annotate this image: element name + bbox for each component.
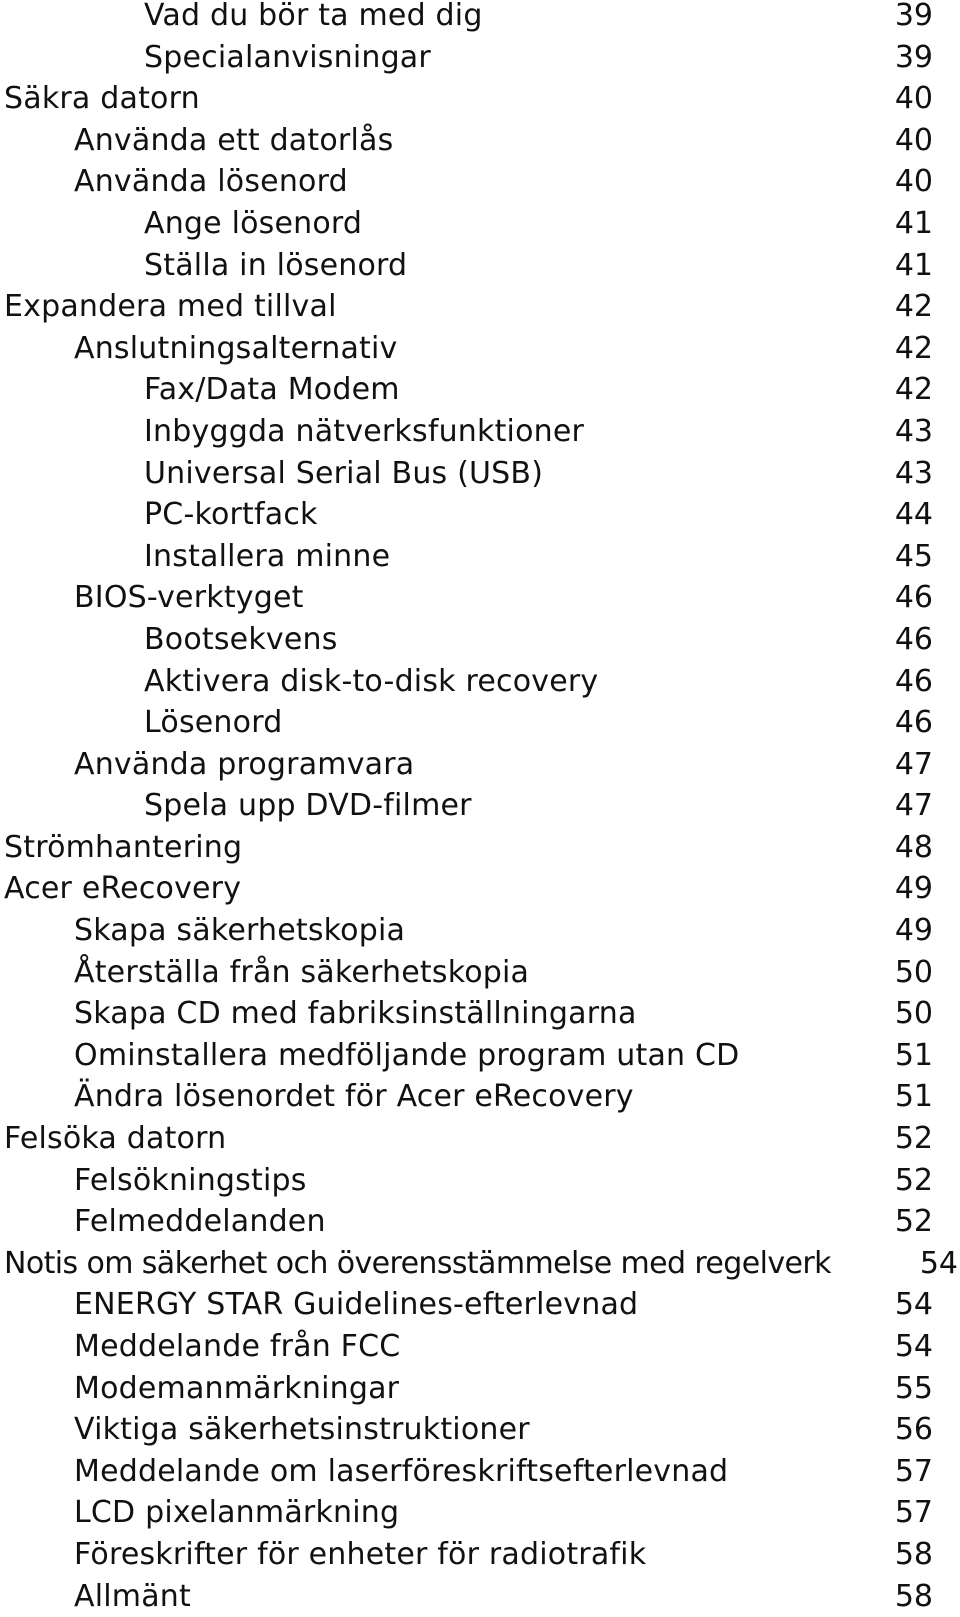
toc-entry[interactable]: [0, 411, 960, 453]
toc-entry-page: 52: [894, 1204, 933, 1240]
toc-entry[interactable]: [0, 1576, 960, 1617]
toc-entry-page: 41: [894, 205, 933, 241]
toc-entry[interactable]: [0, 1409, 960, 1451]
toc-entry-title: Bootsekvens: [144, 621, 338, 657]
toc-entry-title: Vad du bör ta med dig: [144, 0, 483, 33]
toc-entry[interactable]: [0, 785, 960, 827]
toc-entry-title: Specialanvisningar: [144, 39, 431, 75]
toc-entry[interactable]: [0, 203, 960, 245]
toc-entry-title: Föreskrifter för enheter för radiotrafik: [74, 1536, 647, 1572]
toc-entry-page: 51: [894, 1037, 933, 1073]
toc-entry-page: 41: [894, 247, 933, 283]
toc-entry-page: 57: [894, 1453, 933, 1489]
toc-entry-title: Använda programvara: [74, 746, 415, 782]
toc-entry-title: Aktivera disk-to-disk recovery: [144, 663, 599, 699]
toc-entry[interactable]: [0, 827, 960, 869]
toc-entry-page: 48: [894, 829, 933, 865]
toc-entry-page: 43: [894, 413, 933, 449]
toc-entry-title: Spela upp DVD-filmer: [144, 788, 472, 824]
toc-entry-title: PC-kortfack: [144, 497, 318, 533]
toc-entry-title: Ange lösenord: [144, 205, 363, 241]
toc-entry-page: 49: [894, 871, 933, 907]
toc-entry[interactable]: [0, 494, 960, 536]
toc-entry-page: 54: [894, 1287, 933, 1323]
toc-entry-title: Ställa in lösenord: [144, 247, 408, 283]
toc-entry-title: Meddelande från FCC: [74, 1329, 401, 1364]
toc-entry-title: Anslutningsalternativ: [74, 330, 398, 366]
toc-entry[interactable]: [0, 536, 960, 578]
toc-entry-page: 46: [894, 705, 933, 741]
toc-entry-page: 50: [894, 954, 933, 990]
toc-entry[interactable]: [0, 661, 960, 703]
toc-entry-title: Felsöka datorn: [4, 1121, 227, 1157]
toc-entry[interactable]: [0, 619, 960, 661]
toc-entry-title: Modemanmärkningar: [74, 1370, 400, 1406]
toc-entry-title: Strömhantering: [4, 829, 243, 865]
toc-entry-title: ENERGY STAR Guidelines-efterlevnad: [74, 1287, 639, 1323]
toc-entry-page: 43: [894, 455, 933, 491]
toc-entry-page: 56: [894, 1412, 933, 1448]
toc-entry-page: 47: [894, 746, 933, 782]
toc-entry[interactable]: [0, 577, 960, 619]
toc-entry-page: 39: [894, 39, 933, 75]
toc-entry-page: 52: [894, 1121, 933, 1157]
toc-entry-page: 58: [894, 1536, 933, 1572]
toc-entry-page: 52: [894, 1162, 933, 1198]
toc-entry-title: Skapa säkerhetskopia: [74, 913, 406, 949]
toc-entry-title: Notis om säkerhet och överensstämmelse med regelverk: [4, 1245, 831, 1281]
toc-entry-page: 46: [894, 663, 933, 699]
toc-entry[interactable]: [0, 1284, 960, 1326]
toc-entry-page: 49: [894, 913, 933, 949]
toc-entry[interactable]: [0, 120, 960, 162]
toc-entry-title: Ominstallera medföljande program utan CD: [74, 1037, 740, 1073]
toc-entry-title: Viktiga säkerhetsinstruktioner: [74, 1412, 530, 1448]
toc-entry[interactable]: [0, 1076, 960, 1118]
toc-entry-title: Skapa CD med fabriksinställningarna: [74, 996, 637, 1032]
toc-entry-page: 44: [894, 497, 933, 533]
toc-entry-page: 50: [894, 996, 933, 1032]
toc-entry-title: Universal Serial Bus (USB): [144, 455, 544, 491]
toc-entry[interactable]: [0, 286, 960, 328]
toc-entry-title: Acer eRecovery: [4, 871, 242, 907]
toc-entry-title: Felmeddelanden: [74, 1204, 326, 1240]
toc-entry-page: 39: [894, 0, 933, 33]
toc-entry-title: Använda ett datorlås: [74, 122, 394, 158]
toc-entry[interactable]: [0, 1492, 960, 1534]
toc-entry[interactable]: [0, 1534, 960, 1576]
toc-entry[interactable]: [0, 910, 960, 952]
toc-entry[interactable]: [0, 868, 960, 910]
toc-entry-title: LCD pixelanmärkning: [74, 1495, 400, 1531]
toc-entry-page: 54: [919, 1245, 958, 1281]
toc-entry-page: 51: [894, 1079, 933, 1115]
toc-entry[interactable]: [0, 453, 960, 495]
toc-entry[interactable]: [0, 1035, 960, 1077]
toc-entry-title: Inbyggda nätverksfunktioner: [144, 413, 585, 449]
toc-entry[interactable]: [0, 37, 960, 79]
toc-entry[interactable]: [0, 702, 960, 744]
toc-entry-title: Lösenord: [144, 705, 283, 741]
toc-entry-page: 55: [894, 1370, 933, 1406]
toc-entry-page: 54: [894, 1329, 933, 1364]
toc-entry-page: 58: [894, 1578, 933, 1614]
toc-entry-page: 46: [894, 580, 933, 616]
toc-entry[interactable]: [0, 1326, 960, 1368]
toc-entry-page: 47: [894, 788, 933, 824]
toc-entry[interactable]: [0, 1160, 960, 1202]
toc-entry-page: 45: [894, 538, 933, 574]
toc-entry[interactable]: [0, 952, 960, 994]
toc-entry-title: Allmänt: [74, 1578, 191, 1614]
toc-entry-title: Expandera med tillval: [4, 289, 337, 325]
toc-entry-title: Återställa från säkerhetskopia: [74, 954, 530, 990]
toc-entry[interactable]: [0, 245, 960, 287]
toc-entry-title: Felsökningstips: [74, 1162, 307, 1198]
toc-entry-title: Meddelande om laserföreskriftsefterlevnad: [74, 1453, 729, 1489]
toc-entry[interactable]: [0, 1201, 960, 1243]
toc-entry-page: 42: [894, 330, 933, 366]
toc-entry-title: Använda lösenord: [74, 164, 348, 200]
toc-entry[interactable]: [0, 993, 960, 1035]
toc-entry-page: 57: [894, 1495, 933, 1531]
toc-entry-page: 46: [894, 621, 933, 657]
toc-entry-title: BIOS-verktyget: [74, 580, 304, 616]
toc-entry-title: Säkra datorn: [4, 81, 200, 117]
toc-entry-title: Installera minne: [144, 538, 391, 574]
toc-entry-page: 42: [894, 372, 933, 408]
toc-entry-page: 40: [894, 122, 933, 158]
toc-entry[interactable]: [0, 78, 960, 120]
toc-entry-title: Fax/Data Modem: [144, 372, 400, 408]
toc-entry-page: 40: [894, 164, 933, 200]
toc-entry[interactable]: [0, 1368, 960, 1410]
toc-entry[interactable]: [0, 1118, 960, 1160]
toc-entry[interactable]: [0, 1243, 960, 1285]
toc-entry[interactable]: [0, 161, 960, 203]
toc-entry[interactable]: [0, 369, 960, 411]
toc-entry-title: Ändra lösenordet för Acer eRecovery: [74, 1079, 634, 1115]
toc-entry[interactable]: [0, 1451, 960, 1493]
toc-entry[interactable]: [0, 0, 960, 37]
toc-entry-page: 40: [894, 81, 933, 117]
toc-entry-page: 42: [894, 289, 933, 325]
toc-entry[interactable]: [0, 744, 960, 786]
toc-entry[interactable]: [0, 328, 960, 370]
